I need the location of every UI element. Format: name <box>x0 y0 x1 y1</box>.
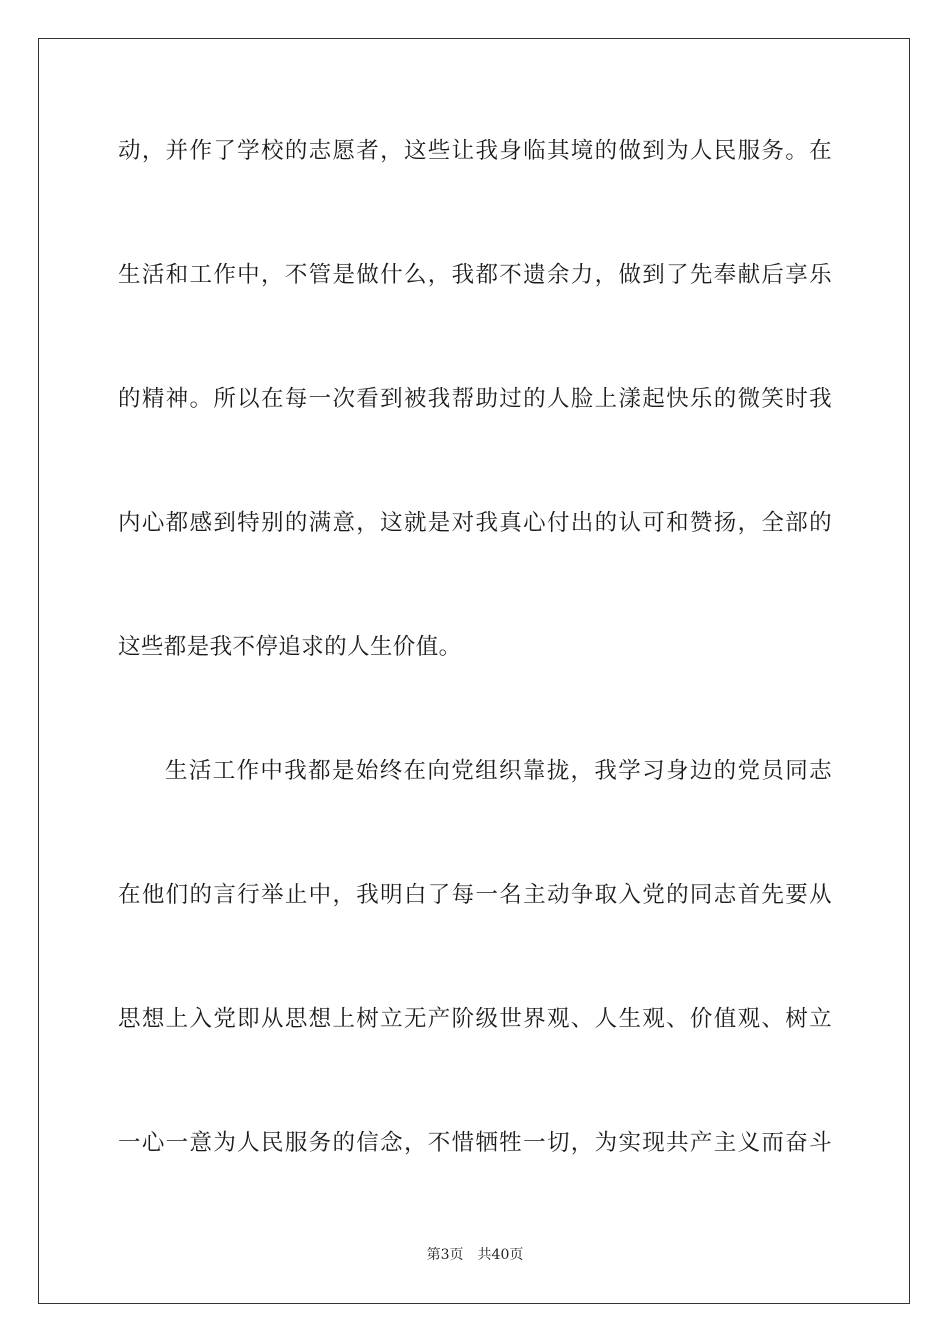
text-line: 内心都感到特别的满意，这就是对我真心付出的认可和赞扬，全部的 <box>118 510 832 536</box>
text-line: 一心一意为人民服务的信念，不惜牺牲一切，为实现共产主义而奋斗 <box>118 1130 832 1156</box>
text-line: 生活和工作中，不管是做什么，我都不遗余力，做到了先奉献后享乐 <box>118 262 832 288</box>
total-pages: 共40页 <box>477 1247 524 1263</box>
text-line: 的精神。所以在每一次看到被我帮助过的人脸上漾起快乐的微笑时我 <box>118 386 832 412</box>
text-line: 思想上入党即从思想上树立无产阶级世界观、人生观、价值观、树立 <box>118 1006 832 1032</box>
text-line: 在他们的言行举止中，我明白了每一名主动争取入党的同志首先要从 <box>118 882 832 908</box>
page-border <box>38 38 910 1304</box>
page-footer <box>0 1245 950 1265</box>
paragraph-first-line: 生活工作中我都是始终在向党组织靠拢，我学习身边的党员同志 <box>165 758 832 784</box>
text-line: 这些都是我不停追求的人生价值。 <box>118 634 462 660</box>
text-line: 动，并作了学校的志愿者，这些让我身临其境的做到为人民服务。在 <box>118 138 832 164</box>
page-number: 第3页 <box>426 1247 464 1263</box>
